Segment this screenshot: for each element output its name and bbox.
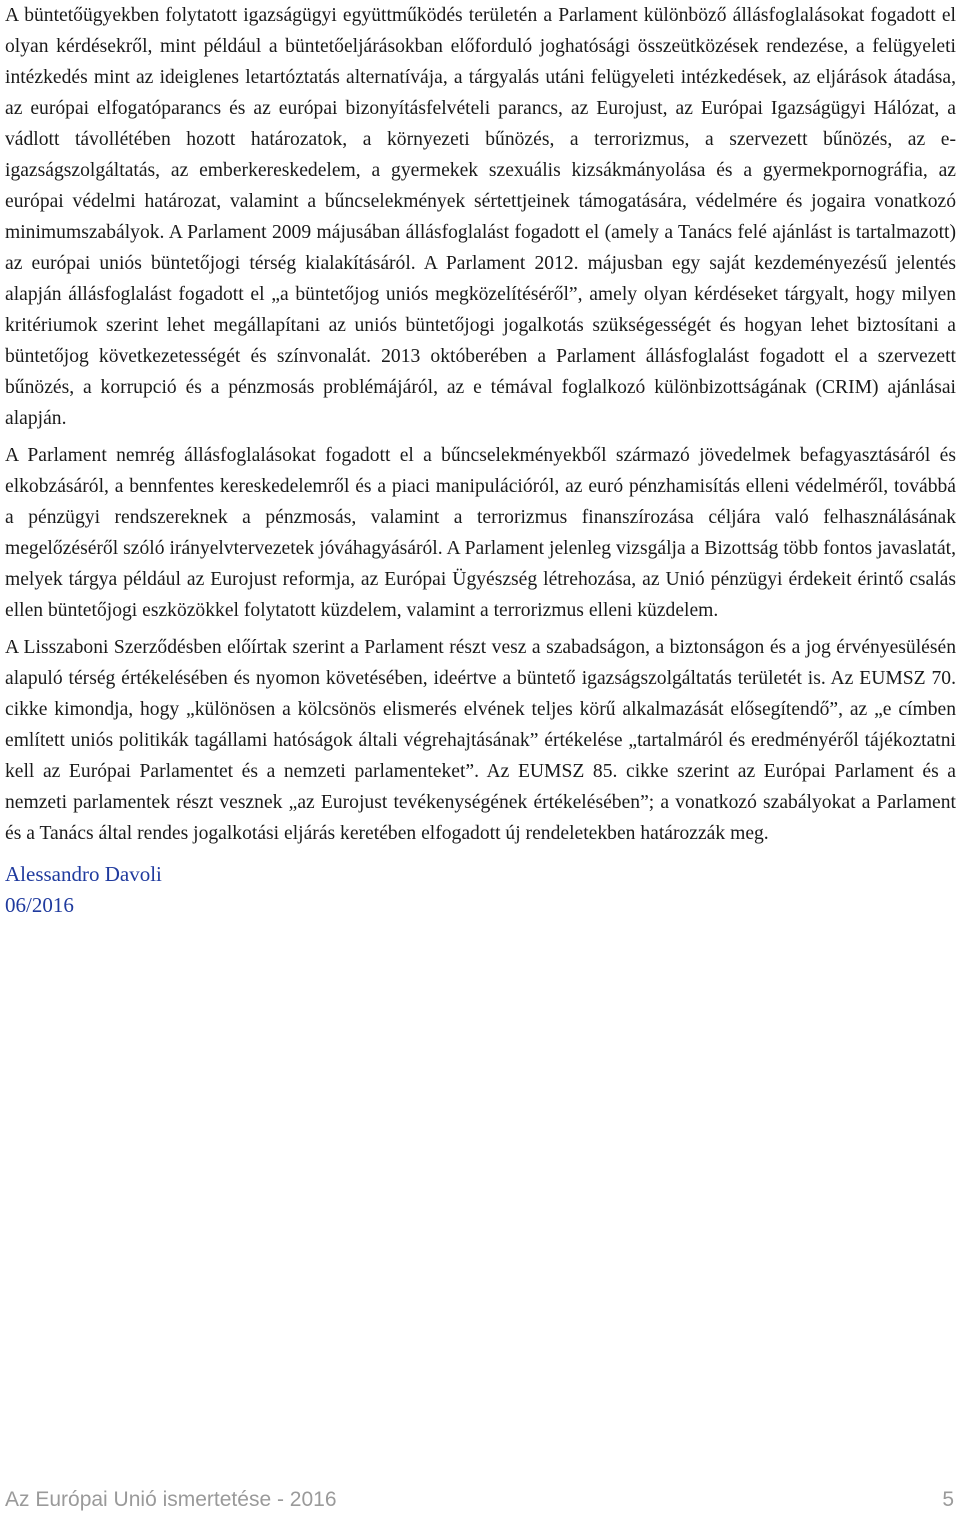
publication-date: 06/2016 (5, 893, 74, 917)
paragraph-lisbon-treaty: A Lisszaboni Szerződésben előírtak szerint a Parlament részt vesz a szabadságon, a biztonságon és a jog érvényesülésén alapuló térség értékelésében és nyomon követésében, ideértve a büntető igazságszolgáltatás területét is. Az EUMSZ 70. cikke kimondja, hogy „különösen a kölcsönös elismerés elvének teljes körű alkalmazását elősegítendő”, az „e címben említett uniós politikák tagállami hatóságok általi végrehajtásának” értékelése „tartalmáról és eredményéről tájékoztatni kell az Európai Parlamentet és a nemzeti parlamenteket”. Az EUMSZ 85. cikke szerint az Európai Parlament és a nemzeti parlamentek részt vesznek „az Eurojust tevékenységének értékelésében”; a vonatkozó szabályokat a Parlament és a Tanács által rendes jogalkotási eljárás keretében elfogadott új rendeletekben határozzák meg. (5, 637, 956, 844)
author-name-link[interactable]: Alessandro Davoli (5, 862, 162, 886)
author-block (5, 859, 956, 921)
footer-title: Az Európai Unió ismertetése - 2016 (5, 1488, 337, 1511)
paragraph-criminal-justice-cooperation: A büntetőügyekben folytatott igazságügyi együttműködés területén a Parlament különböző állásfoglalásokat fogadott el olyan kérdésekről, mint például a büntetőeljárásokban előforduló joghatósági összeütközések rendezése, a felügyeleti intézkedés mint az ideiglenes letartóztatás alternatívája, a tárgyalás utáni felügyeleti intézkedések, az eljárások átadása, az európai elfogatóparancs és az európai bizonyításfelvételi parancs, az Eurojust, az Európai Igazságügyi Hálózat, a vádlott távollétében hozott határozatok, a környezeti bűnözés, a terrorizmus, a szervezett bűnözés, az e-igazságszolgáltatás, az emberkereskedelem, a gyermekek szexuális kizsákmányolása és a gyermekpornográfia, az európai védelmi határozat, valamint a bűncselekmények sértettjeinek támogatására, védelmére és jogaira vonatkozó minimumszabályok. A Parlament 2009 májusában állásfoglalást fogadott el (amely a Tanács felé ajánlást is tartalmazott) az európai uniós büntetőjogi térség kialakításáról. A Parlament 2012. májusban egy saját kezdeményezésű jelentés alapján állásfoglalást fogadott el „a büntetőjog uniós megközelítéséről”, amely olyan kérdéseket tárgyalt, hogy milyen kritériumok szerint lehet megállapítani az uniós büntetőjogi jogalkotás szükségességét és hogyan lehet biztosítani a büntetőjog következetességét és színvonalát. 2013 októberében a Parlament állásfoglalást fogadott el a szervezett bűnözés, a korrupció és a pénzmosás problémájáról, az e témával foglalkozó különbizottságának (CRIM) ajánlásai alapján. (5, 5, 956, 429)
paragraph-recent-resolutions: A Parlament nemrég állásfoglalásokat fogadott el a bűncselekményekből származó jövedelmek befagyasztásáról és elkobzásáról, a bennfentes kereskedelemről és a piaci manipulációról, az euró pénzhamisítás elleni védelméről, továbbá a pénzügyi rendszereknek a pénzmosás, valamint a terrorizmus finanszírozása céljára való felhasználásának megelőzéséről szóló irányelvtervezetek jóváhagyásáról. A Parlament jelenleg vizsgálja a Bizottság több fontos javaslatát, melyek tárgya például az Eurojust reformja, az Európai Ügyészség létrehozása, az Unió pénzügyi érdekeit érintő csalás ellen büntetőjogi eszközökkel folytatott küzdelem, valamint a terrorizmus elleni küzdelem. (5, 445, 956, 621)
page-number: 5 (942, 1488, 954, 1511)
document-body (5, 0, 956, 921)
page-footer (5, 1483, 954, 1517)
